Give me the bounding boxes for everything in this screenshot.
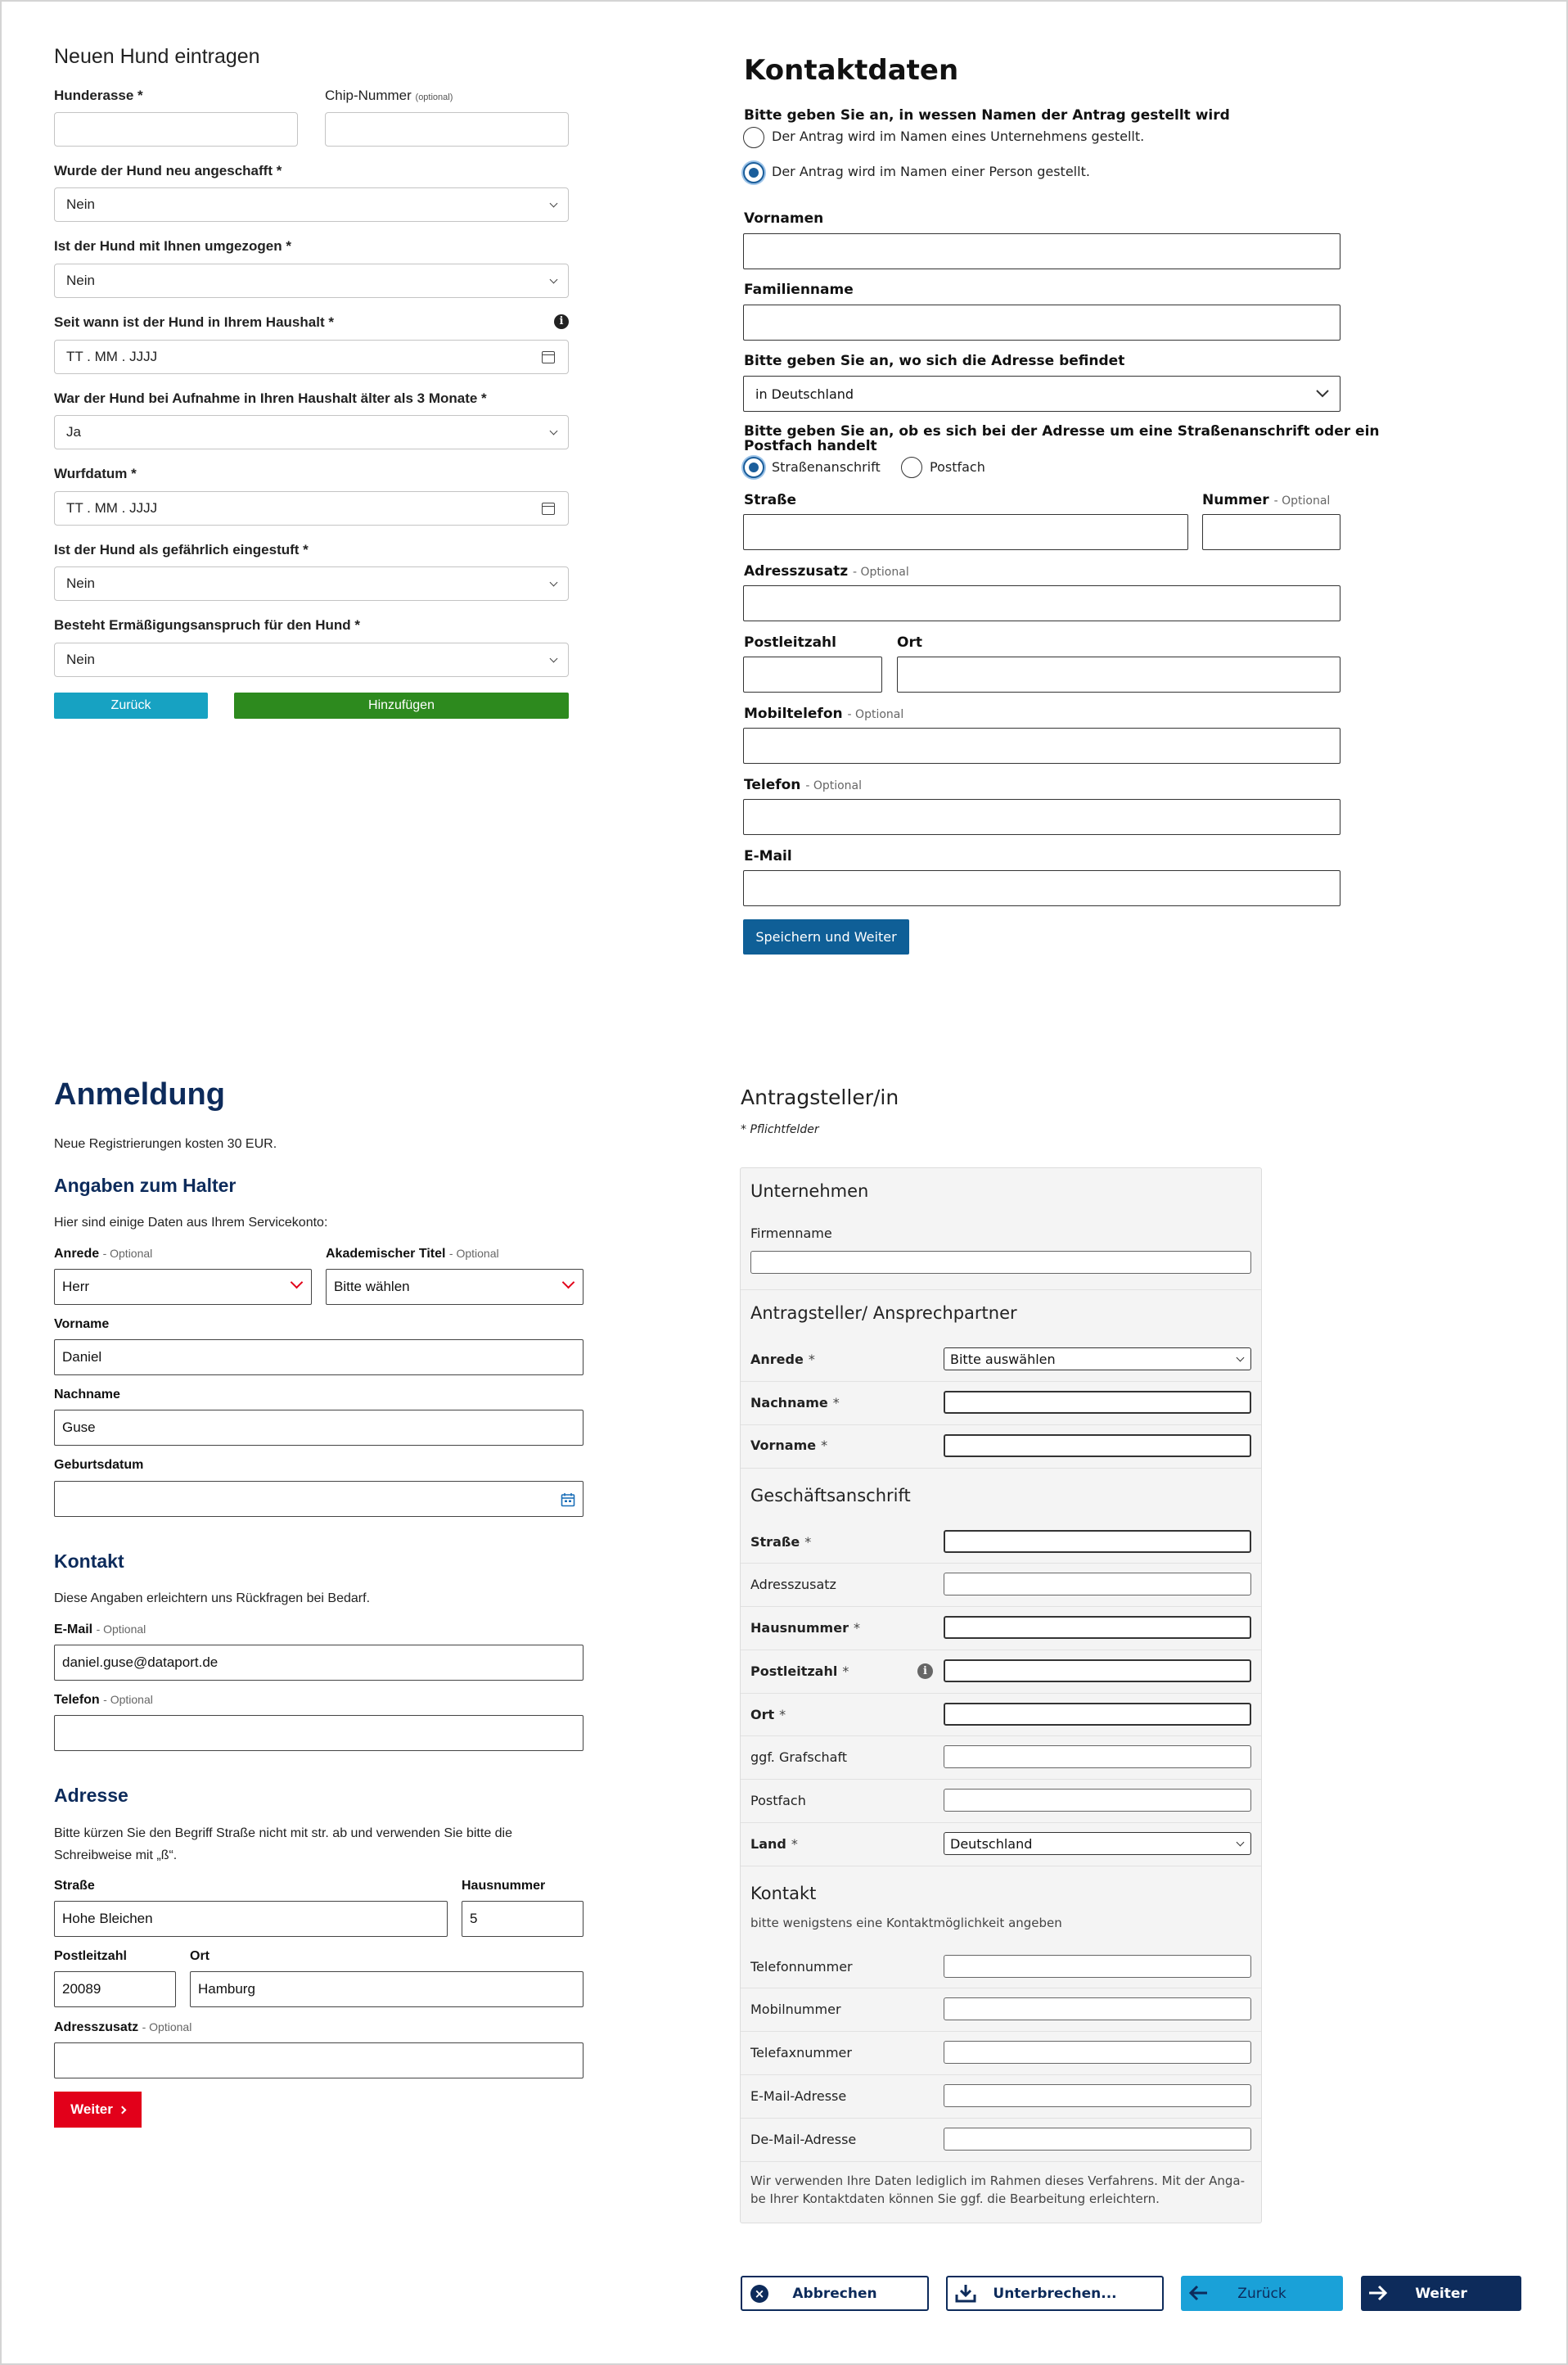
required-marker: *	[791, 1836, 798, 1852]
radio-unternehmen-label: Der Antrag wird im Namen eines Unternehmens gestellt.	[772, 129, 1145, 144]
adresszusatz-label	[54, 2020, 191, 2035]
anrede-select[interactable]: Bitte auswählen	[944, 1347, 1251, 1370]
wurf-label: Wurfdatum *	[54, 466, 137, 481]
divider	[741, 1424, 1261, 1425]
halter-text: Hier sind einige Daten aus Ihrem Servicekonto:	[54, 1216, 328, 1230]
firmenname-input[interactable]	[750, 1251, 1251, 1274]
divider	[741, 1693, 1261, 1694]
radio-postfach[interactable]	[901, 457, 922, 478]
chevron-down-icon	[562, 1276, 575, 1289]
required-marker: *	[821, 1438, 828, 1453]
wurf-placeholder: TT . MM . JJJJ	[66, 500, 158, 516]
anrede-select[interactable]	[54, 1269, 312, 1305]
land-select[interactable]: Deutschland	[944, 1832, 1251, 1855]
weiter-button[interactable]	[1361, 2276, 1521, 2311]
adresse-text-line1: Bitte kürzen Sie den Begriff Straße nicht mit str. ab und verwenden Sie bitte die	[54, 1826, 513, 1840]
radio-person-label: Der Antrag wird im Namen einer Person gestellt.	[772, 164, 1090, 179]
gefaehrlich-select[interactable]: Nein	[54, 566, 569, 601]
adresse-art-question	[744, 424, 1380, 454]
required-marker: *	[804, 1534, 812, 1550]
titel-select[interactable]	[326, 1269, 583, 1305]
ort-input[interactable]: Hamburg	[190, 1971, 583, 2007]
email-label-text: E-Mail	[54, 1623, 93, 1636]
titel-label	[326, 1247, 499, 1261]
cancel-icon: ×	[750, 2285, 768, 2303]
nummer-label-text: Nummer	[1202, 492, 1269, 508]
telefon-label-text: Telefon	[744, 777, 801, 793]
ermaessigung-select[interactable]: Nein	[54, 643, 569, 677]
seit-placeholder: TT . MM . JJJJ	[66, 349, 158, 364]
nachname-label: Nachname	[54, 1388, 120, 1401]
chevron-down-icon	[1315, 389, 1330, 399]
unternehmen-heading: Unternehmen	[750, 1181, 869, 1201]
mobiltelefon-label	[744, 706, 903, 722]
chip-label	[325, 88, 453, 104]
mobilnummer-label: Mobilnummer	[750, 2002, 841, 2017]
anrede-label-text: Anrede	[54, 1247, 100, 1261]
antragsteller-box	[740, 1167, 1262, 2223]
vorname-label: Vorname	[54, 1317, 110, 1331]
optional-tag: - Optional	[805, 779, 863, 792]
required-marker: *	[779, 1707, 786, 1722]
adresszusatz-label: Adresszusatz	[750, 1577, 836, 1592]
adresse-location-value: in Deutschland	[755, 386, 854, 402]
email-label: E-Mail-Adresse	[750, 2088, 847, 2104]
required-marker: *	[808, 1352, 815, 1367]
kontakt-text: Diese Angaben erleichtern uns Rückfragen bei Bedarf.	[54, 1591, 371, 1605]
ort-label: Ort	[897, 634, 922, 651]
demail-label: De-Mail-Adresse	[750, 2132, 857, 2147]
email-input[interactable]	[743, 870, 1340, 906]
divider	[741, 1822, 1261, 1823]
divider	[741, 2118, 1261, 2119]
abbrechen-button[interactable]	[741, 2276, 929, 2311]
ort-label: Ort	[190, 1949, 210, 1963]
zurueck-button[interactable]: Zurück	[54, 693, 208, 719]
pflicht-note: * Pflichtfelder	[741, 1123, 819, 1136]
divider	[741, 1735, 1261, 1736]
strasse-label: Straße	[54, 1879, 95, 1893]
seit-label: Seit wann ist der Hund in Ihrem Haushalt *	[54, 314, 334, 330]
optional-tag: - Optional	[142, 2020, 192, 2033]
demail-input[interactable]	[944, 2128, 1251, 2151]
divider	[741, 1779, 1261, 1780]
chevron-down-icon	[291, 1276, 304, 1289]
aelter-label: War der Hund bei Aufnahme in Ihren Haushalt älter als 3 Monate *	[54, 390, 487, 406]
optional-tag: - Optional	[448, 1247, 499, 1260]
telefon-label-text: Telefon	[54, 1693, 100, 1707]
required-marker: *	[832, 1395, 840, 1410]
pflicht-text: Pflichtfelder	[750, 1123, 819, 1136]
ermaessigung-label: Besteht Ermäßigungsanspruch für den Hund *	[54, 617, 361, 633]
optional-tag: - Optional	[847, 708, 904, 721]
divider	[741, 1563, 1261, 1564]
titel-label-text: Akademischer Titel	[326, 1247, 446, 1261]
chip-label-text: Chip-Nummer	[325, 88, 412, 103]
aelter-select[interactable]: Ja	[54, 415, 569, 449]
nummer-input[interactable]	[1202, 514, 1340, 550]
telefon-label	[744, 777, 862, 793]
seit-date-input[interactable]	[54, 340, 569, 374]
adresse-location-label: Bitte geben Sie an, wo sich die Adresse befindet	[744, 353, 1125, 369]
adresszusatz-input[interactable]	[944, 1573, 1251, 1595]
telefax-input[interactable]	[944, 2041, 1251, 2064]
strasse-input[interactable]	[743, 514, 1188, 550]
telefonnummer-label: Telefonnummer	[750, 1959, 853, 1975]
hausnummer-label	[750, 1620, 860, 1636]
plz-label	[750, 1663, 849, 1679]
ort-input[interactable]	[897, 657, 1340, 693]
anrede-value: Herr	[62, 1279, 90, 1294]
datenschutz-note	[750, 2172, 1245, 2208]
unterbrechen-button[interactable]	[946, 2276, 1164, 2311]
hunderasse-label: Hunderasse *	[54, 88, 143, 103]
hausnummer-label: Hausnummer	[462, 1879, 546, 1893]
divider	[741, 2031, 1261, 2032]
adresszusatz-label-text: Adresszusatz	[744, 563, 849, 580]
grafschaft-label: ggf. Grafschaft	[750, 1749, 848, 1765]
hunderasse-input[interactable]	[54, 112, 298, 147]
geburtsdatum-label: Geburtsdatum	[54, 1458, 144, 1472]
halter-heading: Angaben zum Halter	[54, 1175, 237, 1196]
adresszusatz-label	[744, 563, 909, 580]
adresse-text-line2: Schreibweise mit „ß“.	[54, 1848, 178, 1862]
datenschutz-note-line1: Wir verwenden Ihre Daten lediglich im Rahmen dieses Verfahrens. Mit der Anga-	[750, 2173, 1245, 2188]
calendar-icon[interactable]	[542, 503, 555, 515]
weiter-button[interactable]	[54, 2092, 142, 2128]
optional-tag: - Optional	[102, 1247, 153, 1260]
antragsteller-title: Antragsteller/in	[741, 1085, 899, 1109]
adresse-art-question-line2: Postfach handelt	[744, 438, 877, 454]
ort-label-text: Ort	[750, 1707, 775, 1722]
plz-label-text: Postleitzahl	[750, 1663, 838, 1679]
info-icon[interactable]: i	[554, 314, 569, 329]
titel-value: Bitte wählen	[334, 1279, 410, 1294]
unterbrechen-label: Unterbrechen...	[993, 2285, 1117, 2302]
adresszusatz-input[interactable]	[54, 2042, 583, 2078]
calendar-icon[interactable]	[561, 1492, 575, 1507]
info-icon[interactable]: i	[917, 1663, 933, 1679]
plz-input[interactable]: 20089	[54, 1971, 176, 2007]
required-marker: *	[853, 1620, 860, 1636]
geburtsdatum-input[interactable]	[54, 1481, 583, 1517]
vornamen-label: Vornamen	[744, 210, 824, 227]
strasse-input[interactable]: Hohe Bleichen	[54, 1901, 448, 1937]
optional-tag: - Optional	[1273, 494, 1331, 508]
adresszusatz-input[interactable]	[743, 585, 1340, 621]
anmeldung-intro: Neue Registrierungen kosten 30 EUR.	[54, 1137, 277, 1151]
telefon-label	[54, 1693, 153, 1708]
nachname-label	[750, 1395, 840, 1410]
chevron-right-icon	[118, 2105, 126, 2114]
plz-label: Postleitzahl	[54, 1949, 127, 1963]
calendar-icon[interactable]	[542, 351, 555, 363]
divider	[741, 1606, 1261, 1607]
umgezogen-label: Ist der Hund mit Ihnen umgezogen *	[54, 238, 291, 254]
hausnummer-input[interactable]: 5	[462, 1901, 583, 1937]
kontakt-form-title: Kontaktdaten	[744, 54, 959, 87]
weiter-button-label: Weiter	[70, 2101, 113, 2117]
ort-label	[750, 1707, 786, 1722]
adresse-art-question-line1: Bitte geben Sie an, ob es sich bei der Adresse um eine Straßenanschrift oder ein	[744, 423, 1380, 440]
kontakt-heading: Kontakt	[54, 1550, 124, 1572]
divider	[741, 1468, 1261, 1469]
email-input[interactable]	[944, 2084, 1251, 2107]
hinzufuegen-button[interactable]: Hinzufügen	[234, 693, 569, 719]
gefaehrlich-label: Ist der Hund als gefährlich eingestuft *	[54, 542, 309, 557]
mobilnummer-input[interactable]	[944, 1997, 1251, 2020]
divider	[741, 1289, 1261, 1290]
arrow-right-icon	[1367, 2284, 1389, 2302]
hund-form-title: Neuen Hund eintragen	[54, 45, 260, 68]
vorname-label-text: Vorname	[750, 1438, 817, 1453]
adresszusatz-label-text: Adresszusatz	[54, 2020, 139, 2034]
radio-unternehmen[interactable]	[743, 127, 764, 148]
zurueck-button[interactable]	[1181, 2276, 1343, 2311]
telefonnummer-input[interactable]	[944, 1955, 1251, 1978]
nachname-input[interactable]	[944, 1391, 1251, 1414]
umgezogen-select[interactable]: Nein	[54, 264, 569, 298]
grafschaft-input[interactable]	[944, 1745, 1251, 1768]
required-marker: *	[842, 1663, 849, 1679]
chip-input[interactable]	[325, 112, 569, 147]
plz-input[interactable]	[944, 1659, 1251, 1682]
email-label	[54, 1623, 146, 1637]
mobiltelefon-input[interactable]	[743, 728, 1340, 764]
weiter-label: Weiter	[1415, 2285, 1467, 2302]
telefon-input[interactable]	[54, 1715, 583, 1751]
plz-input[interactable]	[743, 657, 882, 693]
hausnummer-input[interactable]	[944, 1616, 1251, 1639]
anrede-label	[750, 1352, 815, 1367]
geschaeft-heading: Geschäftsanschrift	[750, 1486, 911, 1505]
zurueck-label: Zurück	[1237, 2285, 1286, 2302]
strasse-label: Straße	[744, 492, 796, 508]
kontakt-heading: Kontakt	[750, 1884, 817, 1903]
adresse-location-select[interactable]	[743, 376, 1340, 412]
radio-person[interactable]	[743, 162, 764, 183]
postfach-input[interactable]	[944, 1789, 1251, 1812]
mobiltelefon-label-text: Mobiltelefon	[744, 706, 843, 722]
email-input[interactable]: daniel.guse@dataport.de	[54, 1645, 583, 1681]
optional-tag: - Optional	[96, 1623, 146, 1636]
land-label-text: Land	[750, 1836, 786, 1852]
antrag-question: Bitte geben Sie an, in wessen Namen der Antrag gestellt wird	[744, 107, 1230, 124]
strasse-label-text: Straße	[750, 1534, 800, 1550]
familienname-label: Familienname	[744, 282, 854, 298]
wurf-date-input[interactable]	[54, 491, 569, 526]
neu-select[interactable]: Nein	[54, 187, 569, 222]
familienname-input[interactable]	[743, 305, 1340, 341]
strasse-input[interactable]	[944, 1530, 1251, 1553]
speichern-weiter-button[interactable]: Speichern und Weiter	[743, 919, 909, 955]
ansprech-heading: Antragsteller/ Ansprechpartner	[750, 1303, 1017, 1323]
ort-input[interactable]	[944, 1703, 1251, 1726]
anmeldung-title: Anmeldung	[54, 1077, 225, 1112]
vorname-input[interactable]: Daniel	[54, 1339, 583, 1375]
vornamen-input[interactable]	[743, 233, 1340, 269]
chip-optional: (optional)	[415, 93, 453, 102]
adresse-heading: Adresse	[54, 1785, 128, 1806]
radio-strasse-label: Straßenanschrift	[772, 459, 881, 475]
divider	[741, 2161, 1261, 2162]
postfach-label: Postfach	[750, 1793, 806, 1808]
firmenname-label: Firmenname	[750, 1225, 832, 1241]
nachname-label-text: Nachname	[750, 1395, 828, 1410]
anrede-label	[54, 1247, 152, 1261]
divider	[741, 1381, 1261, 1382]
telefax-label: Telefaxnummer	[750, 2045, 852, 2060]
nummer-label	[1202, 492, 1330, 508]
telefon-input[interactable]	[743, 799, 1340, 835]
vorname-input[interactable]	[944, 1434, 1251, 1457]
arrow-left-icon	[1187, 2284, 1209, 2302]
strasse-label	[750, 1534, 811, 1550]
adresse-text	[54, 1822, 512, 1866]
radio-postfach-label: Postfach	[930, 459, 985, 475]
datenschutz-note-line2: be Ihrer Kontaktdaten können Sie ggf. die Bearbeitung erleichtern.	[750, 2191, 1160, 2206]
optional-tag: - Optional	[853, 566, 909, 579]
anrede-label-text: Anrede	[750, 1352, 804, 1367]
email-label: E-Mail	[744, 848, 792, 864]
optional-tag: - Optional	[103, 1693, 153, 1706]
neu-label: Wurde der Hund neu angeschafft *	[54, 163, 282, 178]
kontakt-sub: bitte wenigstens eine Kontaktmöglichkeit angeben	[750, 1916, 1062, 1930]
divider	[741, 2074, 1261, 2075]
nachname-input[interactable]: Guse	[54, 1410, 583, 1446]
plz-label: Postleitzahl	[744, 634, 836, 651]
download-icon	[954, 2283, 977, 2304]
land-label	[750, 1836, 798, 1852]
radio-strasse[interactable]	[743, 457, 764, 478]
hausnummer-label-text: Hausnummer	[750, 1620, 849, 1636]
abbrechen-label: Abbrechen	[792, 2285, 877, 2302]
vorname-label	[750, 1438, 827, 1453]
